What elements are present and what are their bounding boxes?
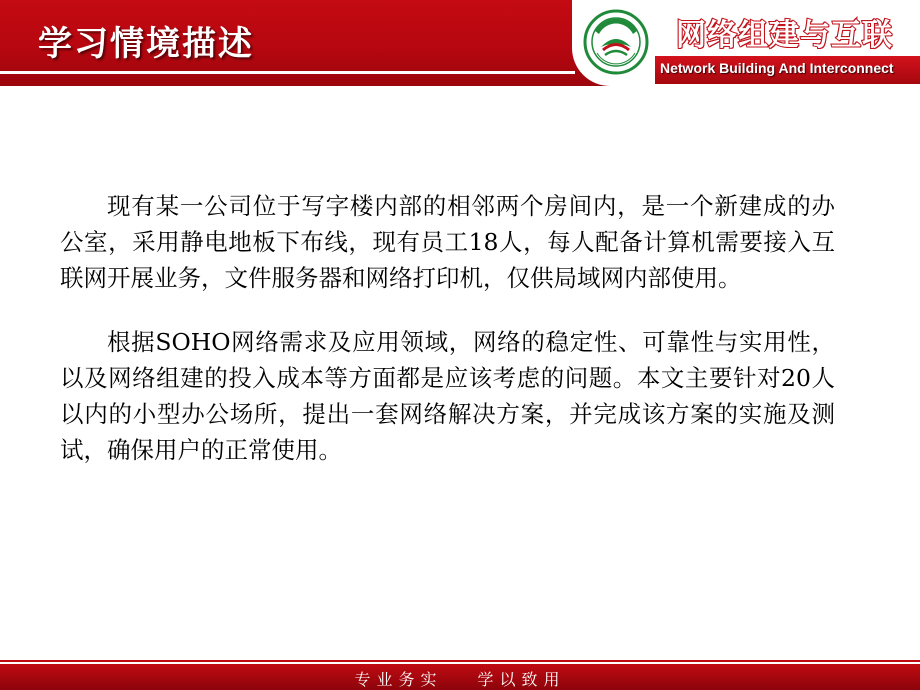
footer-motto [0,667,920,690]
brand-subtitle: Network Building And Interconnect [660,60,894,76]
scenario-description [60,188,835,468]
page-title: 学习情境描述 [38,24,254,64]
header [0,0,920,86]
paragraph-2: 根据SOHO网络需求及应用领域，网络的稳定性、可靠性与实用性，以及网络组建的投入成本等方面都是应该考虑的问题。本文主要针对20人以内的小型办公场所，提出一套网络解决方案，并完成该方案的实施及测试，确保用户的正常使用。 [60,328,835,464]
college-emblem-icon [583,9,649,75]
header-divider [0,71,575,74]
motto-left: 专业务实 [354,670,443,689]
motto-right: 学以致用 [477,670,566,689]
footer-rule [0,660,920,662]
paragraph-1: 现有某一公司位于写字楼内部的相邻两个房间内，是一个新建成的办公室，采用静电地板下布线，现有员工18人，每人配备计算机需要接入互联网开展业务，文件服务器和网络打印机，仅供局域网内部使用。 [60,192,835,292]
brand-name: 网络组建与互联 [676,18,893,53]
